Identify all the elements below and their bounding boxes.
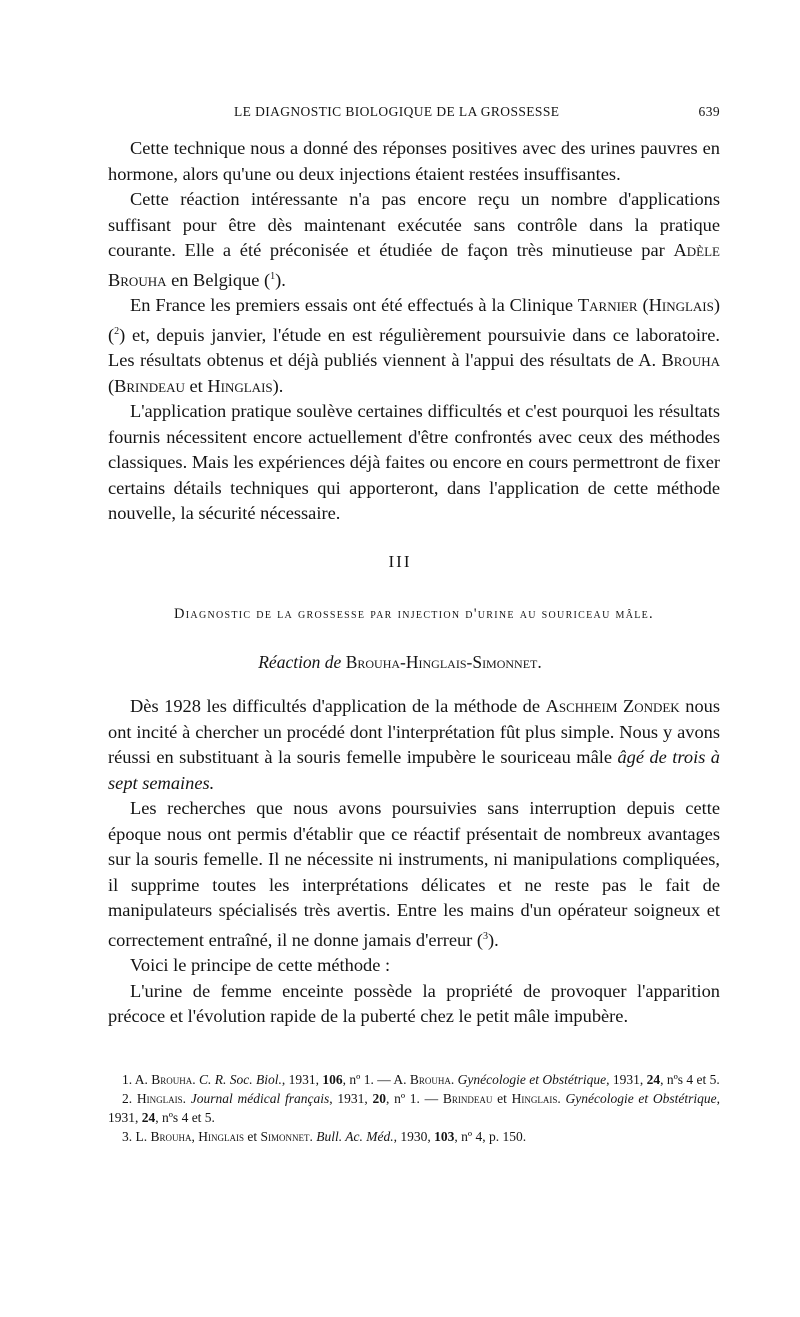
section-title: Diagnostic de la grossesse par injection d'urine au souriceau mâle. (174, 606, 654, 622)
author-name: Adèle Brouha (108, 240, 720, 290)
author-name: Aschheim Zondek (545, 696, 680, 716)
paragraph: L'urine de femme enceinte possède la propriété de provoquer l'apparition précoce et l'évolution rapide de la puberté chez le petit mâle impubère. (108, 980, 720, 1027)
paragraph: Cette réaction intéressante n'a pas encore reçu un nombre d'applications suffisant pour être dès maintenant exécutée sans contrôle dans la pratique courante. Elle a été préconisée et étudiée de façon très minutieuse par Adèle Brouha en Belgique ($^1$). (108, 189, 720, 290)
running-header (108, 100, 720, 124)
footnote: 1. A. Brouha. C. R. Soc. Biol., 1931, 106, nº 1. — A. Brouha. Gynécologie et Obstétrique, 1931, 24, nºs 4 et 5. (122, 1072, 720, 1087)
footnotes (108, 1070, 720, 1146)
page-number: 639 (698, 104, 720, 119)
subsection-title: Réaction de Brouha-Hinglais-Simonnet. (258, 652, 542, 672)
paragraph: Les recherches que nous avons poursuivies sans interruption depuis cette époque nous ont permis d'établir que ce réactif présentait de nombreux avantages sur la souris femelle. Il ne nécessite ni instruments, ni manipulations compliquées, il supprime toutes les interprétations délicates et ne reste pas le fait de manipulateurs spécialisés très avertis. Entre les mains d'un opérateur soigneux et correctement entraîné, il ne donne jamais d'erreur ($^3$). (108, 798, 720, 950)
footnote-ref: 1 (270, 270, 276, 282)
section-body-1 (108, 136, 720, 527)
section-body-2 (108, 694, 720, 1030)
author-name: Hinglais (648, 295, 714, 316)
section-number: III (388, 552, 412, 571)
author-name: Hinglais (207, 375, 273, 396)
footnote-ref: 3 (483, 930, 489, 942)
paragraph: Dès 1928 les difficultés d'application de la méthode de Aschheim Zondek nous ont incité à chercher un procédé dont l'interprétation fût plus simple. Nous y avons réussi en substituant à la souris femelle impubère le souriceau mâle âgé de trois à sept semaines. (108, 696, 721, 793)
author-name: Brindeau (114, 375, 185, 396)
paragraph: L'application pratique soulève certaines difficultés et c'est pourquoi les résultats fournis nécessitent encore actuellement d'être confrontés avec ceux des méthodes classiques. Mais les expériences déjà faites ou encore en cours permettront de fixer certains détails techniques qui apporteront, dans l'application de cette méthode nouvelle, la sécurité nécessaire. (108, 401, 720, 524)
running-title: LE DIAGNOSTIC BIOLOGIQUE DE LA GROSSESSE (234, 104, 560, 119)
author-name: Tarnier (577, 295, 638, 316)
paragraph: Voici le principe de cette méthode : (130, 955, 391, 976)
footnote: 2. Hinglais. Journal médical français, 1931, 20, nº 1. — Brindeau et Hinglais. Gynécologie et Obstétrique, 1931, 24, nºs 4 et 5. (108, 1091, 721, 1125)
paragraph: En France les premiers essais ont été effectués à la Clinique Tarnier (Hinglais) ($^2$) et, depuis janvier, l'étude en est régulièrement poursuivie dans ce laboratoire. Les résultats obtenus et déjà publiés viennent à l'appui des résultats de A. Brouha (Brindeau et Hinglais). (108, 295, 720, 396)
paragraph: Cette technique nous a donné des réponses positives avec des urines pauvres en hormone, alors qu'une ou deux injections étaient restées insuffisantes. (108, 138, 720, 184)
footnote-ref: 2 (114, 325, 120, 337)
footnote: 3. L. Brouha, Hinglais et Simonnet. Bull. Ac. Méd., 1930, 103, nº 4, p. 150. (122, 1129, 527, 1144)
author-name: Brouha (661, 350, 720, 371)
emphasis: âgé de trois à sept semaines. (108, 747, 721, 793)
